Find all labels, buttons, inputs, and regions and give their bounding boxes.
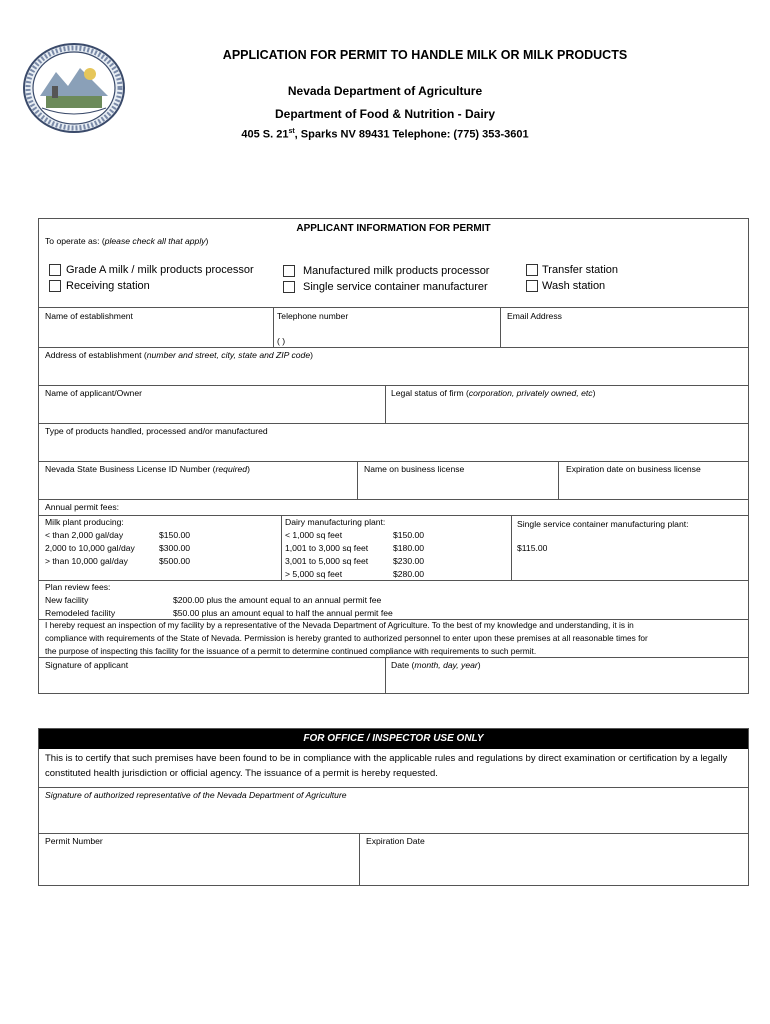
business-license-field[interactable]: Nevada State Business License ID Number (required) [45,464,250,474]
email-field[interactable]: Email Address [507,311,562,321]
agency-name: Nevada Department of Agriculture [287,84,483,98]
division-name: Department of Food & Nutrition - Dairy [275,107,495,121]
checkbox-box[interactable] [526,264,538,276]
authorized-signature-field[interactable]: Signature of authorized representative of the Nevada Department of Agriculture [45,790,347,800]
office-use-title: FOR OFFICE / INSPECTOR USE ONLY [39,729,748,749]
checkbox-single-service[interactable]: Single service container manufacturer [283,279,488,295]
checkbox-box[interactable] [283,265,295,277]
contact-address: 405 S. 21st, Sparks NV 89431 Telephone: (775) 353-3601 [241,128,529,141]
applicant-signature-field[interactable]: Signature of applicant [45,660,129,670]
date-field[interactable]: Date (month, day, year) [391,660,481,670]
license-expiration-field[interactable]: Expiration date on business license [566,464,701,474]
establishment-name-field[interactable]: Name of establishment [45,311,133,321]
checkbox-box[interactable] [49,280,61,292]
legal-status-field[interactable]: Legal status of firm (corporation, privately owned, etc) [391,388,596,398]
permit-number-field[interactable]: Permit Number [45,836,103,846]
checkbox-wash-station[interactable]: Wash station [526,278,605,294]
checkbox-receiving-station[interactable]: Receiving station [49,278,150,294]
checkbox-box[interactable] [49,264,61,276]
telephone-area-code: ( ) [277,336,286,346]
checkbox-box[interactable] [526,280,538,292]
owner-name-field[interactable]: Name of applicant/Owner [45,388,142,398]
permit-expiration-field[interactable]: Expiration Date [366,836,425,846]
single-service-fees: Single service container manufacturing plant: $115.00 [517,519,689,553]
products-field[interactable]: Type of products handled, processed and/or manufactured [45,426,268,436]
telephone-field[interactable]: Telephone number [277,311,349,321]
declaration-line-1: I hereby request an inspection of my facility by a representative of the Nevada Department of Agriculture. To the best of my knowledge and understanding, it is in [45,620,634,630]
certification-text: This is to certify that such premises have been found to be in compliance with the applicable rules and regulations by direct examination or certification by a legally constituted health jurisdiction or official agency. The issuance of a permit is hereby requested. [45,753,728,779]
checkbox-transfer-station[interactable]: Transfer station [526,262,618,278]
checkbox-box[interactable] [283,281,295,293]
milk-plant-fees: Milk plant producing: < than 2,000 gal/day $150.00 2,000 to 10,000 gal/day $300.00 > than 10,000 gal/day $500.00 [45,517,191,566]
section-title: APPLICANT INFORMATION FOR PERMIT [296,223,491,234]
dairy-plant-fees: Dairy manufacturing plant: < 1,000 sq feet $150.00 1,001 to 3,000 sq feet $180.00 3,001 to 5,000 sq feet $230.00 > 5,000 sq feet $280.00 [285,517,425,579]
checkbox-manufactured-milk[interactable]: Manufactured milk products processor [283,263,489,279]
checkbox-grade-a[interactable]: Grade A milk / milk products processor [49,262,254,278]
operate-as-label: To operate as: (please check all that apply) [45,236,209,246]
declaration-line-2: compliance with requirements of the State of Nevada. Permission is hereby granted to authorized personnel to enter upon these premises at all reasonable times for [45,633,648,643]
office-use-section [38,728,749,886]
declaration-line-3: the purpose of inspecting this facility for the issuance of a permit to determine continued compliance with requirements to such permit. [45,646,537,656]
annual-fees-label: Annual permit fees: [45,502,120,512]
applicant-form [38,218,749,694]
form-title: APPLICATION FOR PERMIT TO HANDLE MILK OR MILK PRODUCTS [222,48,628,62]
address-field[interactable]: Address of establishment (number and street, city, state and ZIP code) [45,350,313,360]
plan-review-fees: Plan review fees: New facility $200.00 plus the amount equal to an annual permit fee Remodeled facility $50.00 plus an amount equal to half the annual permit fee [45,582,393,618]
license-name-field[interactable]: Name on business license [364,464,465,474]
